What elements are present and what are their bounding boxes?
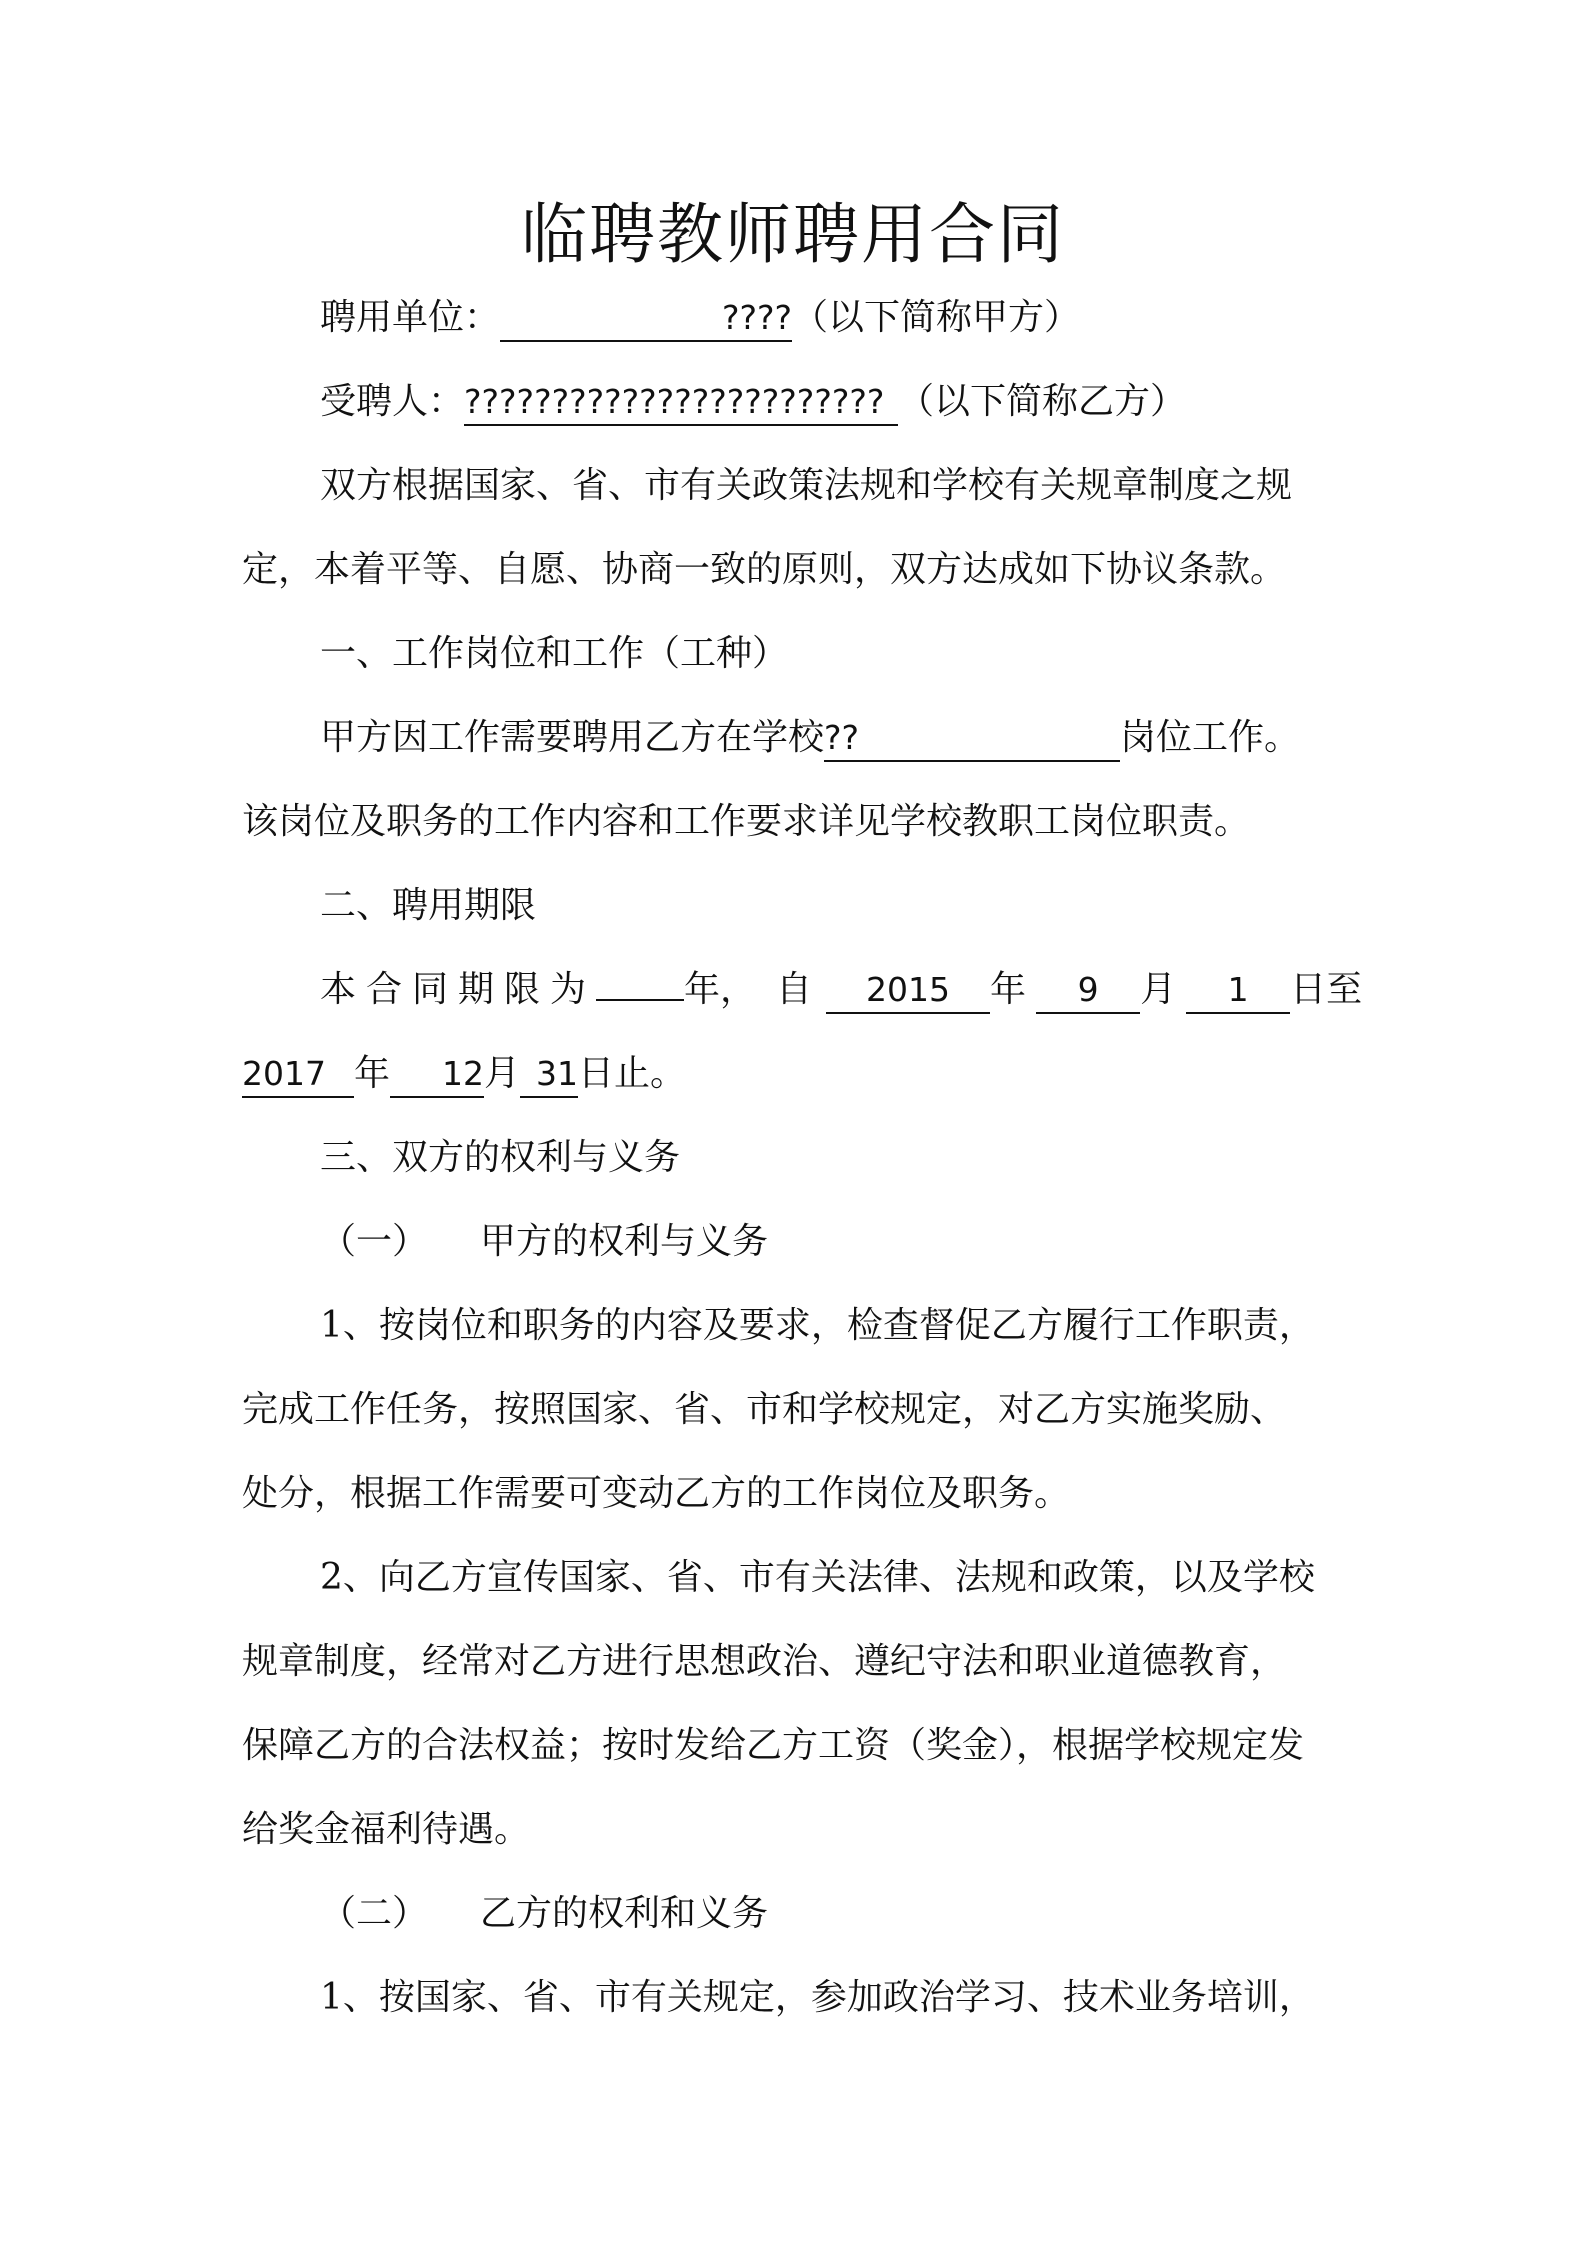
section2-heading: 二、聘用期限 [320, 885, 537, 926]
start-month: 9 [1036, 968, 1140, 1014]
end-month: 12 [390, 1052, 484, 1098]
employee-value: ???????????????????????? [464, 380, 898, 426]
position-value: ?? [824, 716, 1120, 762]
p2-line-4: 给奖金福利待遇。 [242, 1809, 531, 1850]
employee-line [320, 376, 1186, 428]
position-desc: 该岗位及职务的工作内容和工作要求详见学校教职工岗位职责。 [242, 801, 1251, 842]
intro-line-2: 定，本着平等、自愿、协商一致的原则，双方达成如下协议条款。 [242, 549, 1287, 590]
employee-label: 受聘人： [320, 381, 465, 422]
position-post: 岗位工作。 [1120, 717, 1301, 758]
position-pre: 甲方因工作需要聘用乙方在学校 [320, 717, 825, 758]
section1-heading: 一、工作岗位和工作（工种） [320, 633, 789, 674]
employer-label: 聘用单位： [320, 297, 501, 338]
end-suffix: 日止。 [578, 1053, 687, 1094]
start-day-unit: 日至 [1290, 969, 1363, 1010]
employee-note: （以下简称乙方） [898, 381, 1187, 422]
employer-line [320, 292, 1080, 344]
sub2-line [320, 1888, 768, 1940]
end-year: 2017 [242, 1052, 354, 1098]
p3-line-1: 1、按国家、省、市有关规定，参加政治学习、技术业务培训， [320, 1977, 1315, 2018]
term-line-2 [242, 1048, 686, 1100]
employer-note: （以下简称甲方） [792, 297, 1081, 338]
p2-line-3: 保障乙方的合法权益；按时发给乙方工资（奖金），根据学校规定发 [242, 1725, 1305, 1766]
sub1-title: 甲方的权利与义务 [480, 1221, 769, 1262]
employer-value: ???? [500, 296, 792, 342]
p2-line-1: 2、向乙方宣传国家、省、市有关法律、法规和政策，以及学校 [320, 1557, 1315, 1598]
start-year: 2015 [826, 968, 990, 1014]
start-year-unit: 年 [990, 969, 1027, 1010]
end-month-unit: 月 [484, 1053, 521, 1094]
section3-heading: 三、双方的权利与义务 [320, 1137, 681, 1178]
p2-line-2: 规章制度，经常对乙方进行思想政治、遵纪守法和职业道德教育， [242, 1641, 1287, 1682]
sub1-line [320, 1216, 768, 1268]
term-prefix: 本合同期限为 [320, 969, 597, 1010]
end-day: 31 [520, 1052, 578, 1098]
p1-line-1: 1、按岗位和职务的内容及要求，检查督促乙方履行工作职责， [320, 1305, 1315, 1346]
sub2-number: （二） [320, 1893, 429, 1934]
sub1-number: （一） [320, 1221, 429, 1262]
term-from-word: 自 [776, 969, 813, 1010]
p1-line-3: 处分，根据工作需要可变动乙方的工作岗位及职务。 [242, 1473, 1071, 1514]
term-year-word: 年， [684, 969, 757, 1010]
end-year-unit: 年 [354, 1053, 391, 1094]
position-line [320, 712, 1300, 764]
intro-line-1: 双方根据国家、省、市有关政策法规和学校有关规章制度之规 [320, 465, 1293, 506]
document-title: 临聘教师聘用合同 [521, 196, 1065, 273]
start-month-unit: 月 [1140, 969, 1177, 1010]
sub2-title: 乙方的权利和义务 [480, 1893, 769, 1934]
p1-line-2: 完成工作任务，按照国家、省、市和学校规定，对乙方实施奖励、 [242, 1389, 1287, 1430]
term-line-1 [320, 964, 1362, 1016]
term-years [596, 999, 684, 1001]
start-day: 1 [1186, 968, 1290, 1014]
